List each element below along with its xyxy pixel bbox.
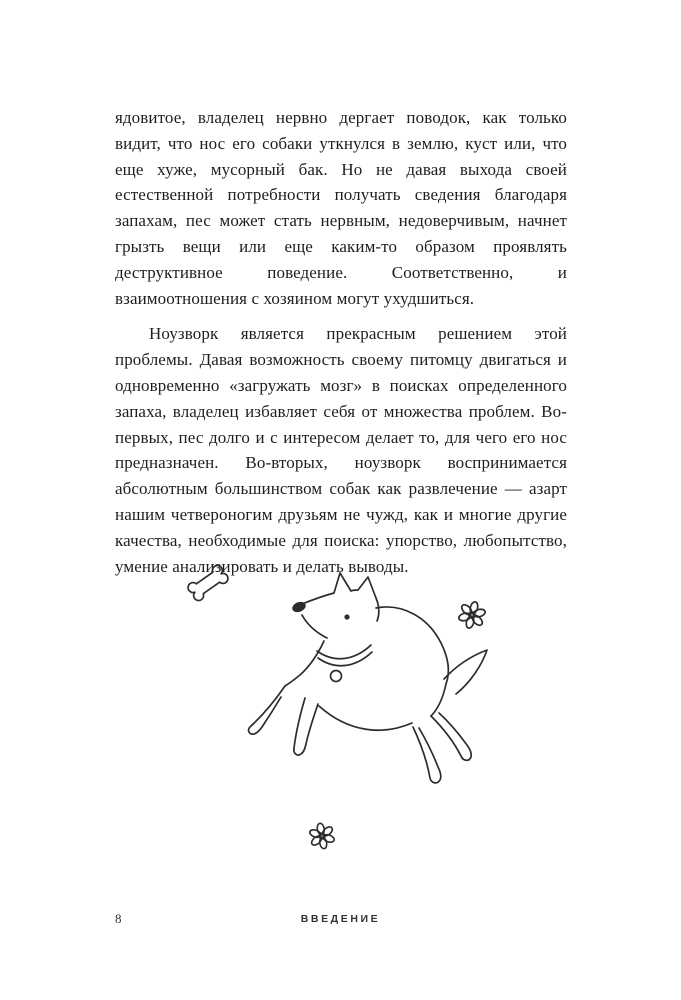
page-number: 8 (115, 911, 122, 926)
dog-collar (317, 645, 371, 659)
paragraph: ядовитое, владелец нервно дергает поводок, как только видит, что нос его собаки уткнулся в землю, куст или, что еще хуже, мусорный бак. Но не давая выхода своей естественной потребности получать сведения благодаря запахам, пес может стать нервным, недоверчивым, начнет грызть вещи или еще каким-то образом проявлять деструктивное поведение. Соответственно, и взаимоотношения с хозяином могут ухудшиться. (115, 108, 567, 308)
dog-front-leg-back (294, 698, 318, 755)
body-text (115, 105, 567, 579)
paragraph: Ноузворк является прекрасным решением этой проблемы. Давая возможность своему питомцу двигаться и одновременно «загружать мозг» в поисках определенного запаха, владелец избавляет себя от множества проблем. Во-первых, пес долго и с интересом делает то, для чего его нос предназначен. Во-вторых, ноузворк воспринимается абсолютным большинством собак как развлечение — азарт нашим четвероногим друзьям не чужд, как и многие другие качества, необходимые для поиска: упорство, любопытство, умение анализировать и делать выводы. (115, 324, 567, 576)
bone-doodle-icon (186, 564, 230, 603)
running-title: ВВЕДЕНИЕ (300, 913, 381, 925)
collar-tag (331, 671, 342, 682)
dog-tail (444, 650, 487, 694)
flower-doodle-icon (307, 821, 337, 851)
flower-doodle-icon (455, 598, 488, 631)
dog-illustration-svg (150, 558, 520, 858)
dog-jaw (302, 615, 327, 638)
dog-back (376, 607, 448, 684)
dog-front-leg-forward (249, 686, 285, 734)
dog-hind-leg-lower (413, 727, 441, 783)
leaping-dog-drawing (249, 573, 487, 783)
dog-head (302, 573, 379, 621)
dog-illustration (150, 558, 520, 858)
dog-thigh (431, 684, 446, 716)
dog-belly (319, 706, 412, 730)
dog-chest (285, 641, 324, 686)
dog-eye (344, 614, 349, 619)
dog-hind-leg-upper (431, 713, 471, 760)
